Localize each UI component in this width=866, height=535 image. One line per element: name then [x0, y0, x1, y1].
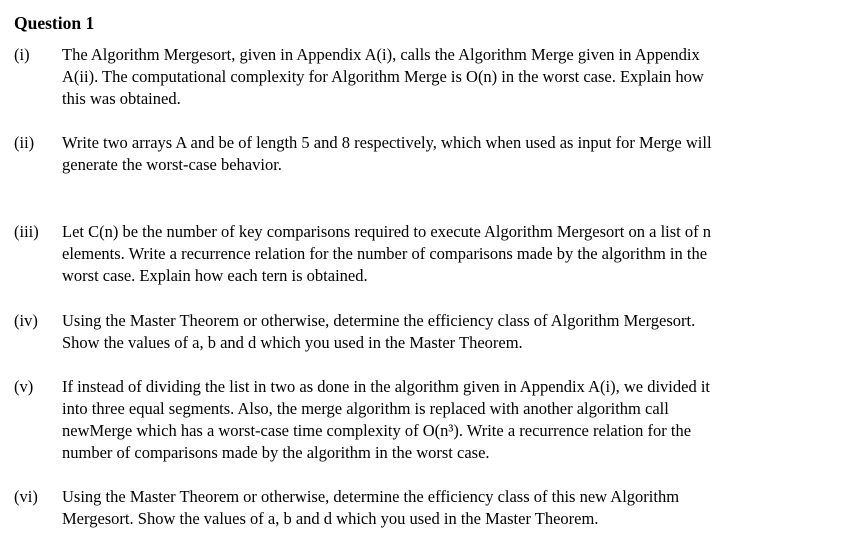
text-line: this was obtained.: [62, 89, 181, 108]
text-line: worst case. Explain how each tern is obtained.: [62, 266, 368, 285]
part-number: (iii): [14, 222, 39, 241]
text-line: number of comparisons made by the algorithm in the worst case.: [62, 443, 490, 462]
part-number: (ii): [14, 133, 35, 152]
part-text: [62, 44, 802, 110]
text-line: Write two arrays A and be of length 5 and 8 respectively, which when used as input for Merge will: [62, 133, 712, 152]
text-line: Using the Master Theorem or otherwise, determine the efficiency class of this new Algorithm: [62, 487, 680, 506]
text-line: Show the values of a, b and d which you used in the Master Theorem.: [62, 333, 523, 352]
part-text: [62, 221, 802, 287]
part-text: [62, 132, 802, 176]
text-line: into three equal segments. Also, the merge algorithm is replaced with another algorithm call: [62, 399, 669, 418]
text-line: generate the worst-case behavior.: [62, 155, 282, 174]
part-number: (vi): [14, 487, 38, 506]
part-number: (i): [14, 45, 30, 64]
part-text: [62, 486, 802, 530]
text-line: Mergesort. Show the values of a, b and d which you used in the Master Theorem.: [62, 509, 599, 528]
text-line: Let C(n) be the number of key comparisons required to execute Algorithm Mergesort on a list of n: [62, 222, 711, 241]
text-line: Using the Master Theorem or otherwise, determine the efficiency class of Algorithm Mergesort.: [62, 311, 696, 330]
text-line: The Algorithm Mergesort, given in Appendix A(i), calls the Algorithm Merge given in Appendix: [62, 45, 700, 64]
question-title: Question 1: [14, 13, 95, 33]
part-number: (v): [14, 377, 34, 396]
text-line: If instead of dividing the list in two as done in the algorithm given in Appendix A(i), we divided it: [62, 377, 710, 396]
text-line: elements. Write a recurrence relation for the number of comparisons made by the algorithm in the: [62, 244, 708, 263]
text-line: newMerge which has a worst-case time complexity of O(n³). Write a recurrence relation for the: [62, 421, 692, 440]
part-text: [62, 376, 802, 464]
part-number: (iv): [14, 311, 38, 330]
text-line: A(ii). The computational complexity for Algorithm Merge is O(n) in the worst case. Explain how: [62, 67, 704, 86]
part-text: [62, 310, 802, 354]
